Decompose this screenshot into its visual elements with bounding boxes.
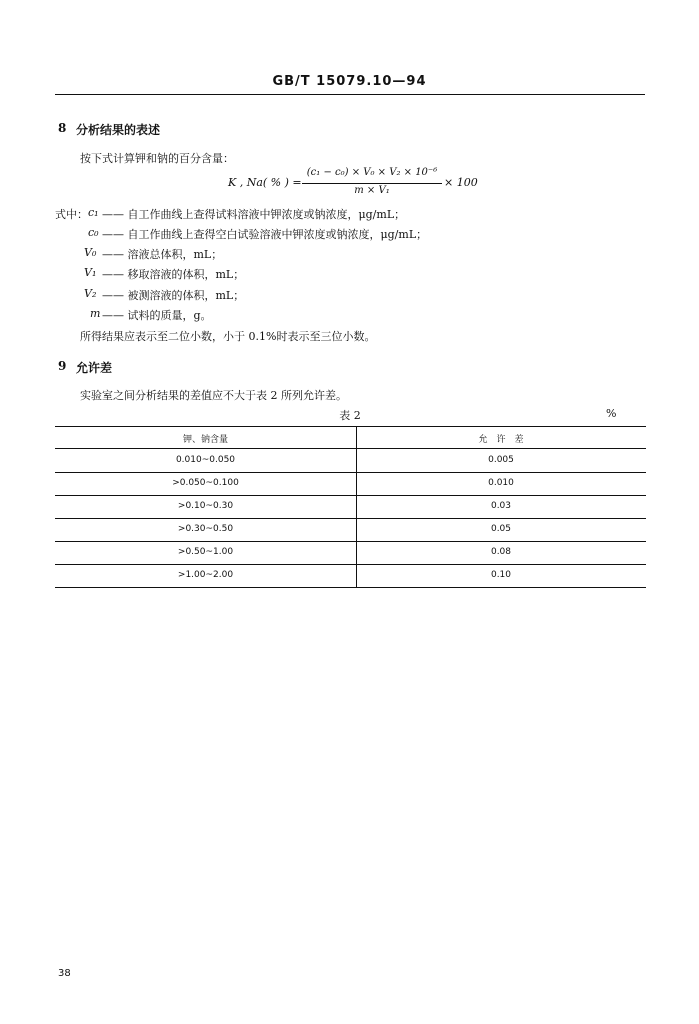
table-cell-content: >0.050~0.100: [172, 478, 239, 488]
table-header-tolerance: 允 许 差: [478, 435, 524, 445]
definition-text: —— 被测溶液的体积，mL；: [102, 289, 245, 302]
section-9-title: 允许差: [76, 361, 113, 375]
table-cell-tolerance: 0.03: [490, 501, 512, 511]
table-cell-tolerance: 0.05: [490, 524, 512, 534]
table-row-rule: [55, 564, 646, 565]
section-8-note: 所得结果应表示至二位小数，小于 0.1%时表示至三位小数。: [80, 330, 376, 343]
section-9-number: 9: [58, 359, 67, 373]
formula-suffix: × 100: [444, 176, 478, 189]
table-bottom-rule: [55, 587, 646, 588]
table-cell-content: >0.50~1.00: [177, 547, 234, 557]
definition-symbol: c₁: [88, 206, 99, 219]
section-9-intro: 实验室之间分析结果的差值应不大于表 2 所列允许差。: [80, 389, 347, 402]
table-cell-content: 0.010~0.050: [175, 455, 236, 465]
fraction-bar: [302, 183, 442, 184]
table-row-rule: [55, 518, 646, 519]
definition-symbol: V₁: [84, 266, 97, 279]
table-cell-tolerance: 0.010: [488, 478, 514, 488]
table-row-rule: [55, 541, 646, 542]
definition-symbol: V₂: [84, 287, 97, 300]
section-8-number: 8: [58, 121, 67, 135]
document-header: GB/T 15079.10—94: [272, 74, 427, 89]
formula-numerator: (c₁ − c₀) × V₀ × V₂ × 10⁻⁶: [306, 167, 438, 178]
table-row-rule: [55, 495, 646, 496]
table-row-rule: [55, 472, 646, 473]
definition-text: —— 自工作曲线上查得试料溶液中钾浓度或钠浓度，μg/mL；: [102, 208, 406, 221]
definition-symbol: c₀: [88, 226, 99, 239]
header-rule: [55, 94, 645, 95]
table-cell-tolerance: 0.10: [490, 570, 512, 580]
table-top-rule: [55, 426, 646, 427]
section-8-intro: 按下式计算钾和钠的百分含量：: [80, 152, 234, 165]
table-cell-content: >0.10~0.30: [177, 501, 234, 511]
definition-symbol: V₀: [84, 246, 97, 259]
table-cell-tolerance: 0.08: [490, 547, 512, 557]
definition-symbol: m: [90, 307, 101, 320]
table-header-content: 钾、钠含量: [182, 435, 228, 445]
section-8-title: 分析结果的表述: [76, 123, 161, 137]
table-unit: %: [606, 407, 617, 420]
definition-text: —— 自工作曲线上查得空白试验溶液中钾浓度或钠浓度，μg/mL；: [102, 228, 428, 241]
table-cell-tolerance: 0.005: [488, 455, 514, 465]
definition-text: —— 溶液总体积，mL；: [102, 248, 223, 261]
formula-denominator: m × V₁: [354, 185, 390, 196]
page-number: 38: [58, 968, 71, 979]
formula-lhs: K , Na( % ) =: [228, 176, 302, 189]
definition-text: —— 试料的质量，g。: [102, 309, 212, 322]
table-caption: 表 2: [339, 409, 361, 422]
table-cell-content: >0.30~0.50: [177, 524, 234, 534]
table-cell-content: >1.00~2.00: [177, 570, 234, 580]
where-label: 式中：: [55, 208, 88, 221]
definition-text: —— 移取溶液的体积，mL；: [102, 268, 245, 281]
table-header-rule: [55, 448, 646, 449]
